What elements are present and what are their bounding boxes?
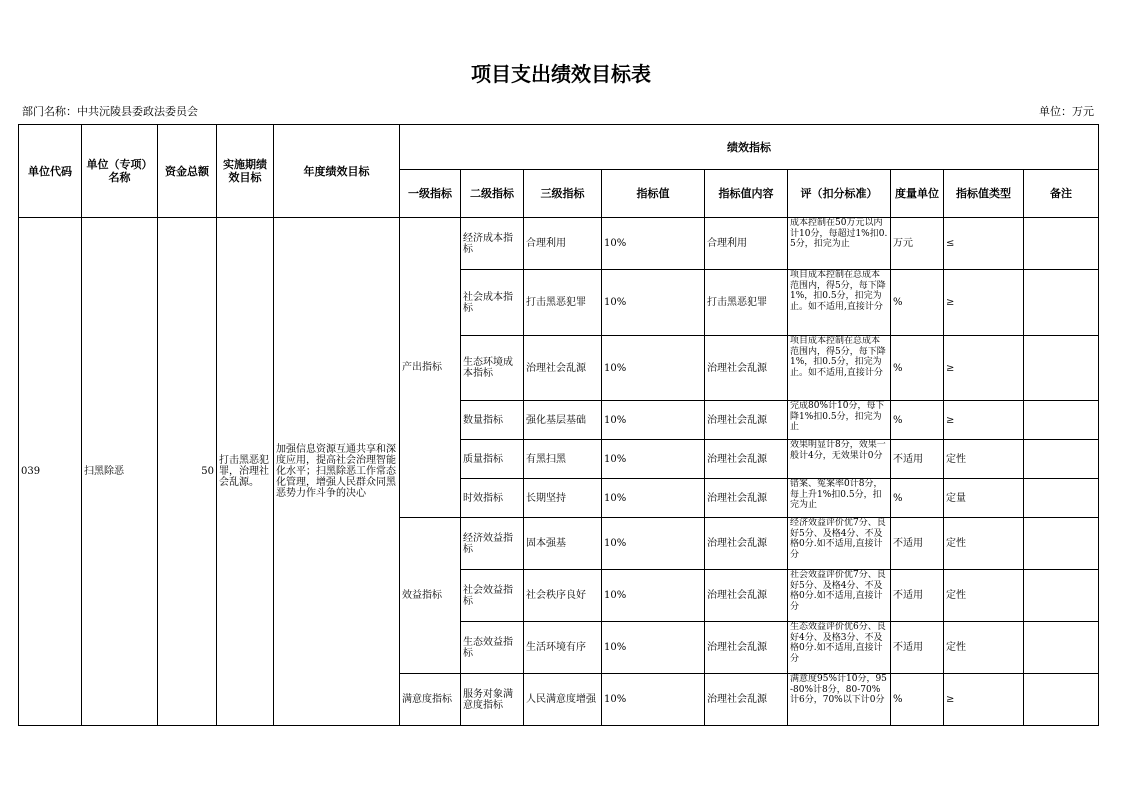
measure-unit-cell: 不适用: [891, 622, 944, 674]
value-cell: 10%: [602, 336, 705, 401]
value-content-cell: 打击黑恶犯罪: [705, 270, 788, 336]
value-cell: 10%: [602, 570, 705, 622]
remark-cell: [1024, 336, 1099, 401]
level3-cell: 治理社会乱源: [524, 336, 602, 401]
header-value-type: 指标值类型: [944, 170, 1024, 218]
remark-cell: [1024, 622, 1099, 674]
performance-table: [18, 124, 1099, 726]
value-type-cell: 定性: [944, 440, 1024, 479]
fund-total-cell: 50: [158, 218, 217, 726]
value-cell: 10%: [602, 479, 705, 518]
value-content-cell: 合理利用: [705, 218, 788, 270]
measure-unit-cell: %: [891, 336, 944, 401]
measure-unit-cell: 不适用: [891, 518, 944, 570]
measure-unit-cell: %: [891, 270, 944, 336]
value-content-cell: 治理社会乱源: [705, 440, 788, 479]
table-row: [19, 218, 1099, 270]
department-label: 部门名称：中共沅陵县委政法委员会: [22, 105, 198, 118]
level1-cell: 满意度指标: [400, 674, 461, 726]
level2-cell: 数量指标: [461, 401, 524, 440]
level2-cell: 质量指标: [461, 440, 524, 479]
annual-goal-cell: 加强信息资源互通共享和深度应用，提高社会治理智能化水平；扫黑除恶工作常态化管理，增强人民群众同黑恶势力作斗争的决心: [274, 218, 400, 726]
level2-cell: 经济成本指标: [461, 218, 524, 270]
scoring-cell: 成本控制在50万元以内计10分，每超过1%扣0.5分，扣完为止: [788, 218, 891, 270]
level2-cell: 社会成本指标: [461, 270, 524, 336]
header-measure-unit: 度量单位: [891, 170, 944, 218]
scoring-cell: 项目成本控制在总成本范围内，得5分，每下降1%，扣0.5分，扣完为止。如不适用,直接计分: [788, 270, 891, 336]
value-type-cell: ≥: [944, 401, 1024, 440]
remark-cell: [1024, 401, 1099, 440]
remark-cell: [1024, 218, 1099, 270]
value-type-cell: 定性: [944, 518, 1024, 570]
header-value-content: 指标值内容: [705, 170, 788, 218]
value-type-cell: 定量: [944, 479, 1024, 518]
level3-cell: 强化基层基础: [524, 401, 602, 440]
level3-cell: 人民满意度增强: [524, 674, 602, 726]
value-content-cell: 治理社会乱源: [705, 570, 788, 622]
remark-cell: [1024, 270, 1099, 336]
level2-cell: 经济效益指标: [461, 518, 524, 570]
level1-cell: 产出指标: [400, 218, 461, 518]
unit-name-cell: 扫黑除恶: [82, 218, 158, 726]
value-cell: 10%: [602, 270, 705, 336]
header-period-goal: 实施期绩效目标: [217, 125, 274, 218]
measure-unit-cell: 万元: [891, 218, 944, 270]
remark-cell: [1024, 570, 1099, 622]
value-cell: 10%: [602, 674, 705, 726]
scoring-cell: 生态效益评价优6分、良好4分、及格3分、不及格0分.如不适用,直接计分: [788, 622, 891, 674]
level2-cell: 服务对象满意度指标: [461, 674, 524, 726]
header-value: 指标值: [602, 170, 705, 218]
value-cell: 10%: [602, 218, 705, 270]
level2-cell: 时效指标: [461, 479, 524, 518]
scoring-cell: 完成80%计10分，每下降1%扣0.5分，扣完为止: [788, 401, 891, 440]
header-level1: 一级指标: [400, 170, 461, 218]
header-scoring: 评（扣分标准）: [788, 170, 891, 218]
level3-cell: 社会秩序良好: [524, 570, 602, 622]
measure-unit-cell: %: [891, 401, 944, 440]
scoring-cell: 经济效益评价优7分、良好5分、及格4分、不及格0分.如不适用,直接计分: [788, 518, 891, 570]
level2-cell: 生态环境成本指标: [461, 336, 524, 401]
unit-label: 单位：万元: [1039, 105, 1094, 118]
level3-cell: 合理利用: [524, 218, 602, 270]
header-level3: 三级指标: [524, 170, 602, 218]
value-type-cell: ≥: [944, 336, 1024, 401]
measure-unit-cell: %: [891, 479, 944, 518]
value-cell: 10%: [602, 401, 705, 440]
scoring-cell: 满意度95%计10分，95-80%计8分，80-70%计6分，70%以下计0分: [788, 674, 891, 726]
header-annual-goal: 年度绩效目标: [274, 125, 400, 218]
value-content-cell: 治理社会乱源: [705, 622, 788, 674]
header-remark: 备注: [1024, 170, 1099, 218]
measure-unit-cell: %: [891, 674, 944, 726]
level3-cell: 固本强基: [524, 518, 602, 570]
remark-cell: [1024, 440, 1099, 479]
remark-cell: [1024, 518, 1099, 570]
page-title: 项目支出绩效目标表: [471, 62, 651, 86]
value-cell: 10%: [602, 622, 705, 674]
header-unit-name: 单位（专项）名称: [82, 125, 158, 218]
value-content-cell: 治理社会乱源: [705, 479, 788, 518]
value-cell: 10%: [602, 518, 705, 570]
remark-cell: [1024, 674, 1099, 726]
value-type-cell: 定性: [944, 622, 1024, 674]
header-row-1: [19, 125, 1099, 170]
level3-cell: 有黑扫黑: [524, 440, 602, 479]
scoring-cell: 效果明显计8分，效果一般计4分，无效果计0分: [788, 440, 891, 479]
value-content-cell: 治理社会乱源: [705, 674, 788, 726]
value-content-cell: 治理社会乱源: [705, 518, 788, 570]
measure-unit-cell: 不适用: [891, 440, 944, 479]
scoring-cell: 错案、冤案率0计8分，每上升1%扣0.5分，扣完为止: [788, 479, 891, 518]
period-goal-cell: 打击黑恶犯罪，治理社会乱源。: [217, 218, 274, 726]
value-type-cell: ≥: [944, 674, 1024, 726]
header-fund-total: 资金总额: [158, 125, 217, 218]
measure-unit-cell: 不适用: [891, 570, 944, 622]
value-content-cell: 治理社会乱源: [705, 336, 788, 401]
level3-cell: 长期坚持: [524, 479, 602, 518]
remark-cell: [1024, 479, 1099, 518]
header-perf-indicator: 绩效指标: [400, 125, 1099, 170]
level2-cell: 生态效益指标: [461, 622, 524, 674]
level2-cell: 社会效益指标: [461, 570, 524, 622]
value-type-cell: ≤: [944, 218, 1024, 270]
scoring-cell: 项目成本控制在总成本范围内，得5分，每下降1%，扣0.5分，扣完为止。如不适用,直接计分: [788, 336, 891, 401]
level1-cell: 效益指标: [400, 518, 461, 674]
level3-cell: 打击黑恶犯罪: [524, 270, 602, 336]
value-content-cell: 治理社会乱源: [705, 401, 788, 440]
value-type-cell: 定性: [944, 570, 1024, 622]
value-cell: 10%: [602, 440, 705, 479]
value-type-cell: ≥: [944, 270, 1024, 336]
header-unit-code: 单位代码: [19, 125, 82, 218]
scoring-cell: 社会效益评价优7分、良好5分、及格4分、不及格0分.如不适用,直接计分: [788, 570, 891, 622]
header-level2: 二级指标: [461, 170, 524, 218]
unit-code-cell: 039: [19, 218, 82, 726]
level3-cell: 生活环境有序: [524, 622, 602, 674]
